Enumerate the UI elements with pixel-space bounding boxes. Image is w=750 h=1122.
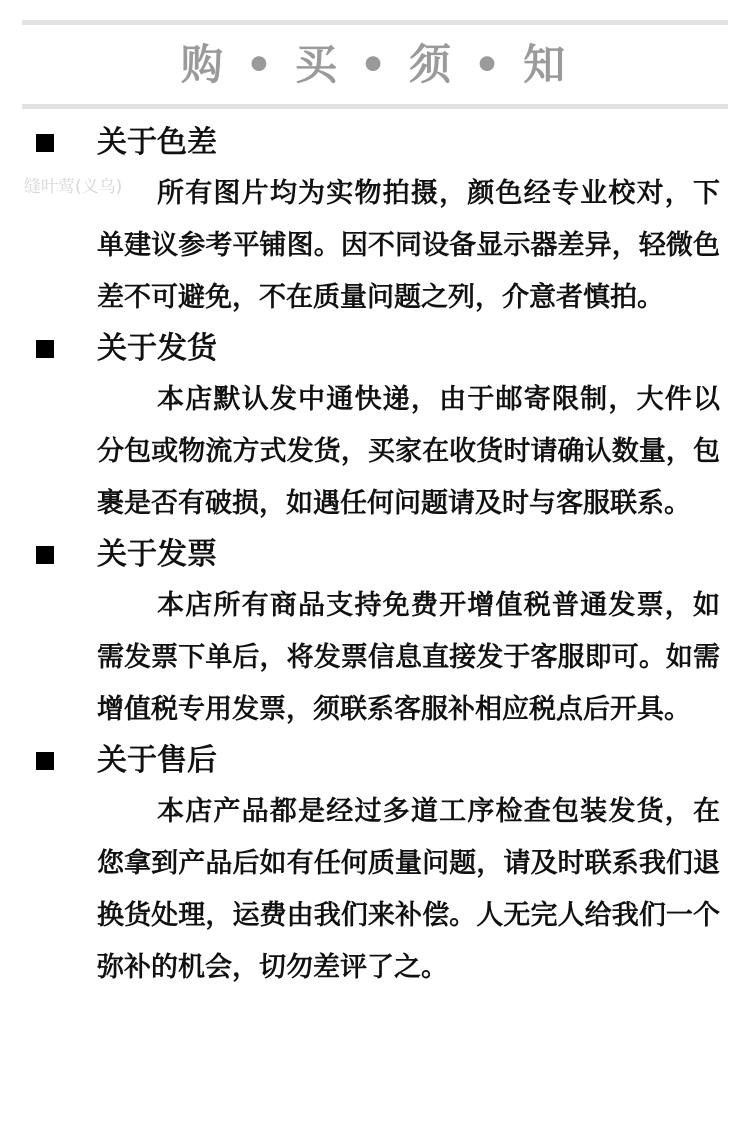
section-shipping: [0, 324, 750, 530]
section-invoice: [0, 530, 750, 736]
square-bullet-icon: [36, 752, 54, 770]
section-body: 所有图片均为实物拍摄，颜色经专业校对，下单建议参考平铺图。因不同设备显示器差异，轻微色差不可避免，不在质量问题之列，介意者慎拍。: [97, 178, 720, 313]
section-body: 本店产品都是经过多道工序检查包装发货，在您拿到产品后如有任何质量问题，请及时联系我们退换货处理，运费由我们来补偿。人无完人给我们一个弥补的机会，切勿差评了之。: [97, 796, 720, 983]
section-heading: [0, 118, 750, 168]
section-heading-text: 关于发货: [97, 331, 217, 366]
banner-title: 购 • 买 • 须 • 知: [180, 40, 570, 89]
section-heading-text: 关于色差: [97, 125, 217, 160]
notice-content: [0, 118, 750, 994]
section-color-difference: [0, 118, 750, 324]
bottom-divider: [22, 104, 728, 109]
section-heading-text: 关于售后: [97, 743, 217, 778]
section-heading-text: 关于发票: [97, 537, 217, 572]
section-heading: [0, 530, 750, 580]
square-bullet-icon: [36, 546, 54, 564]
section-body: 本店默认发中通快递，由于邮寄限制，大件以分包或物流方式发货，买家在收货时请确认数量，包裹是否有破损，如遇任何问题请及时与客服联系。: [97, 384, 720, 519]
square-bullet-icon: [36, 340, 54, 358]
section-after-sales: [0, 736, 750, 994]
top-divider: [22, 20, 728, 25]
section-body: 本店所有商品支持免费开增值税普通发票，如需发票下单后，将发票信息直接发于客服即可。如需增值税专用发票，须联系客服补相应税点后开具。: [97, 590, 720, 725]
section-heading: [0, 324, 750, 374]
section-heading: [0, 736, 750, 786]
watermark-text: 缝叶莺(义乌): [24, 177, 123, 197]
square-bullet-icon: [36, 134, 54, 152]
